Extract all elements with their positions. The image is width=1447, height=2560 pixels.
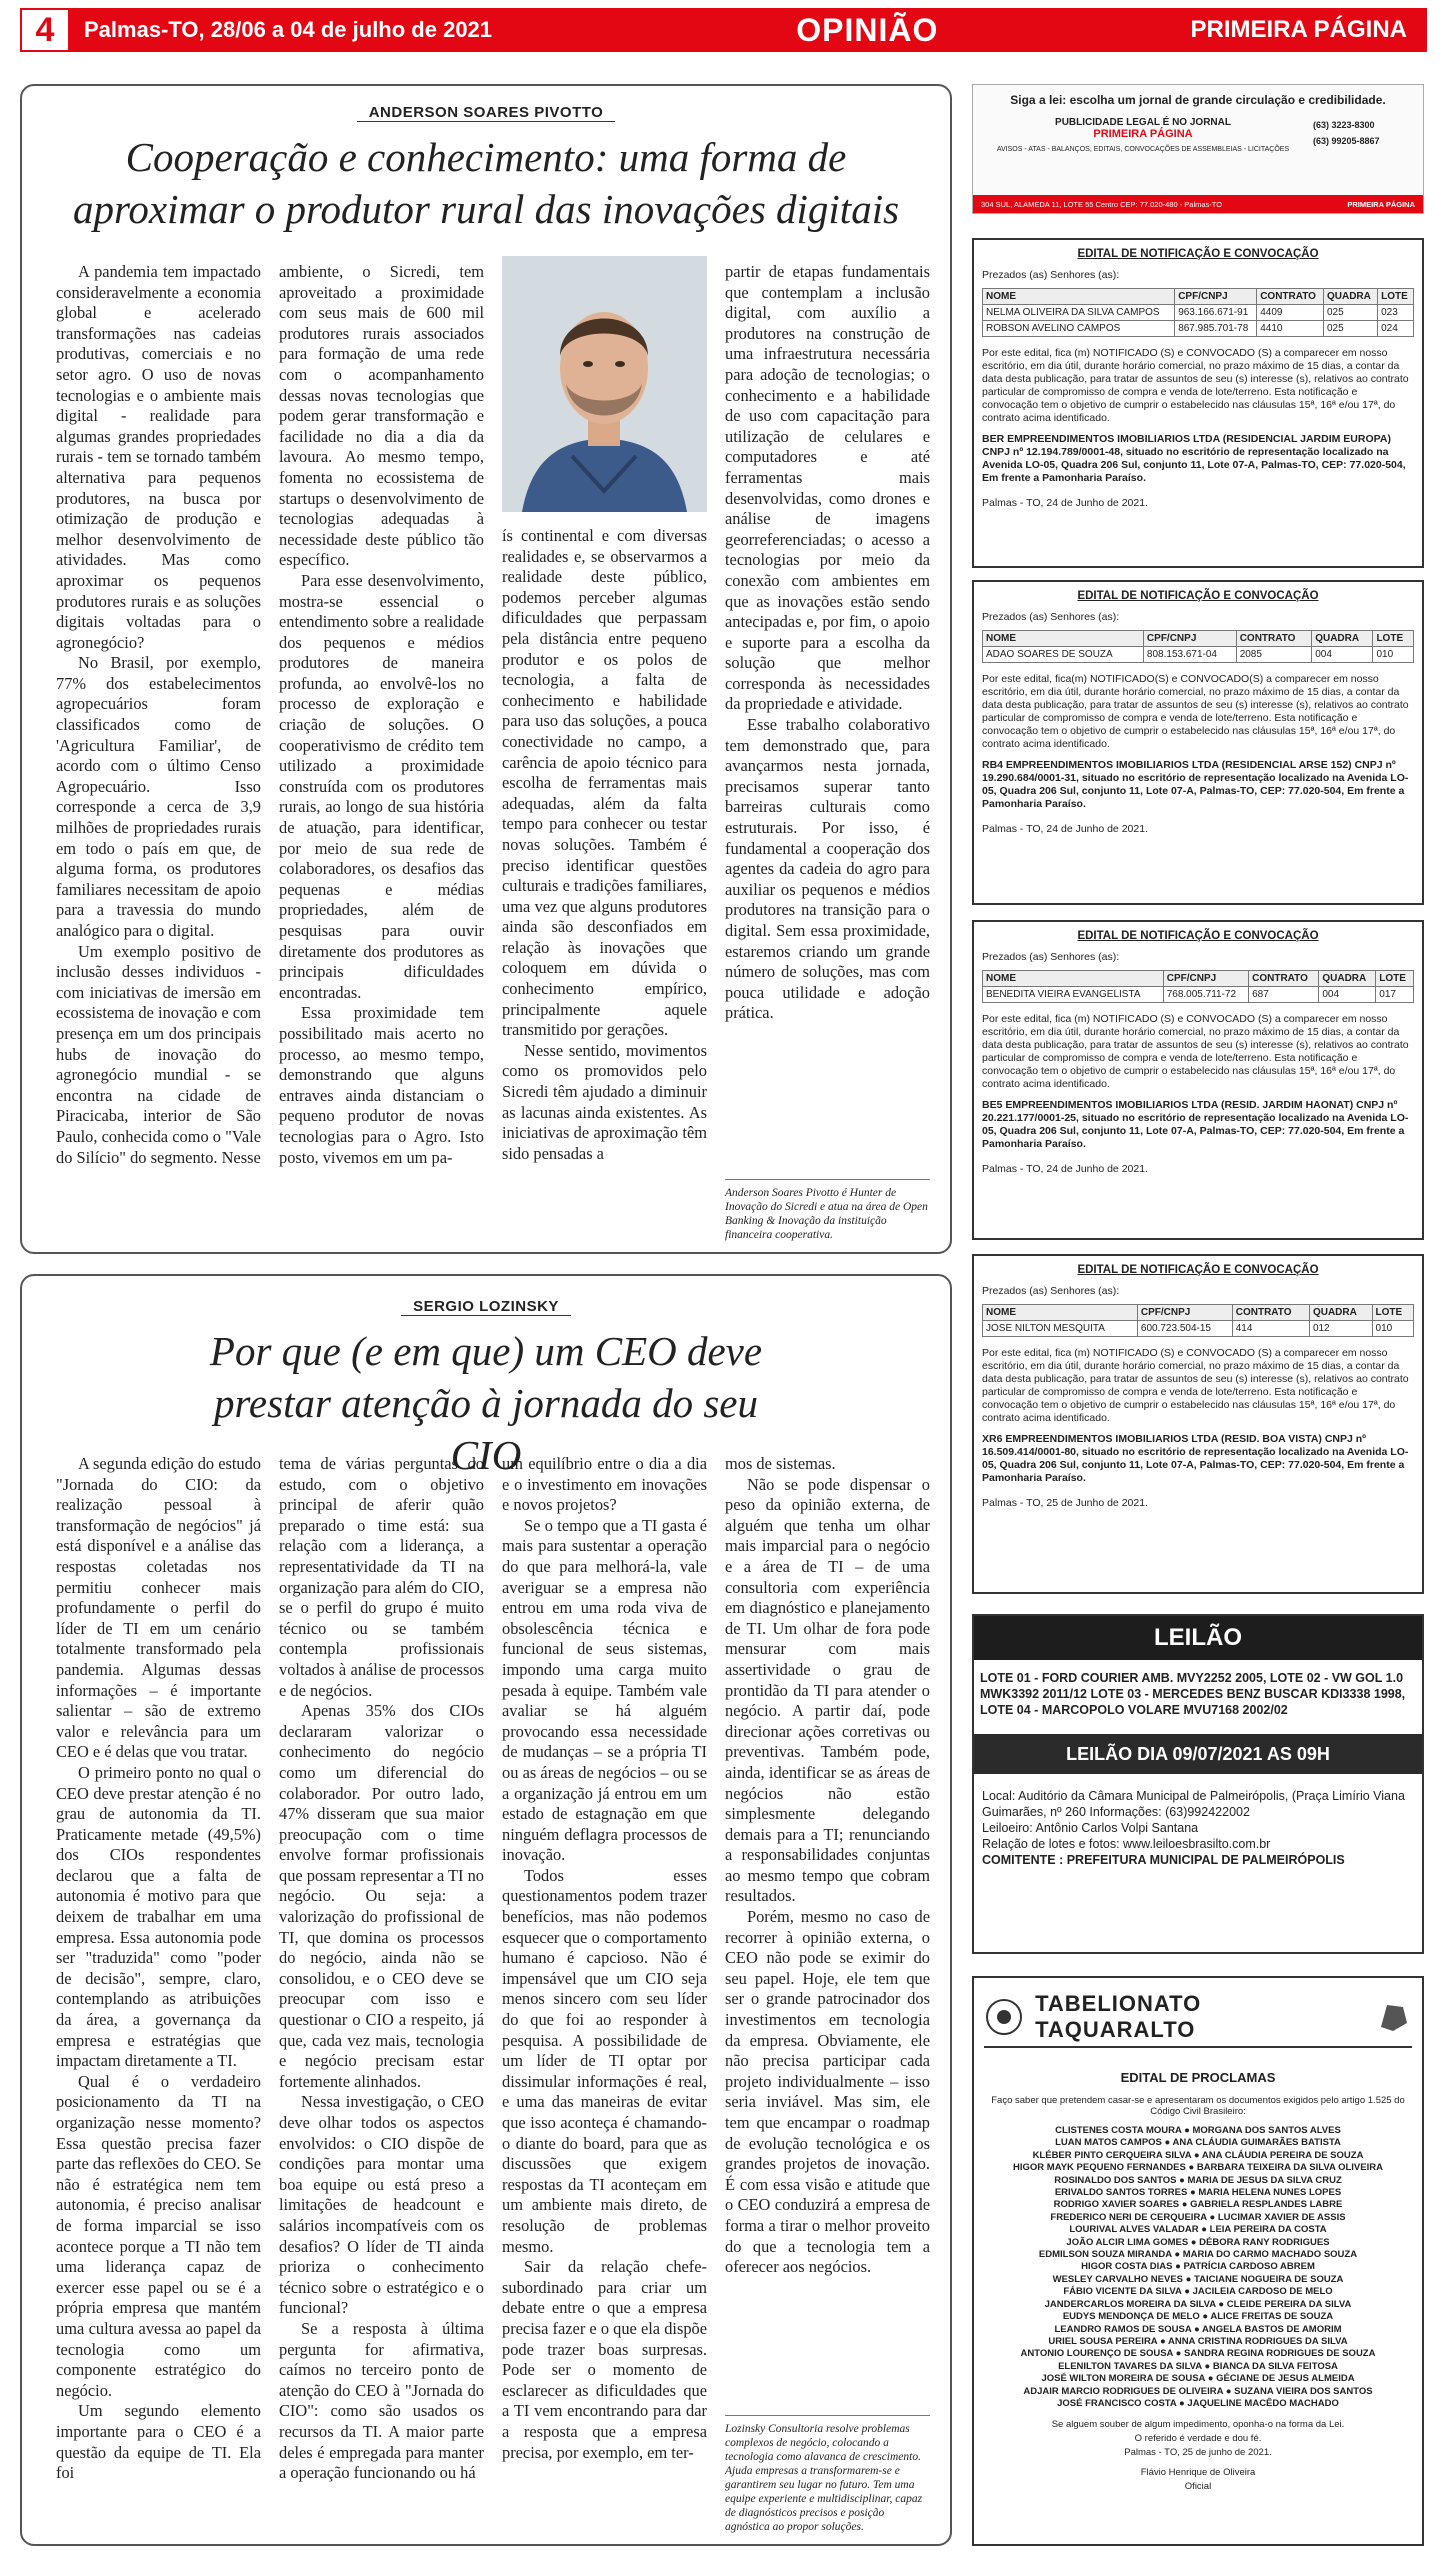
couples-list [984,2125,1412,2410]
table-cell: 024 [1378,321,1414,337]
notice-body: Por este edital, fica (m) NOTIFICADO (S) e CONVOCADO (S) a comparecer em nosso escritório, em dia útil, durante horário comercial, no prazo máximo de 15 dias, a contar da data desta publicação, para tratar de assuntos de seu (s) interesse (s), relativos ao contrato particular de compromisso de compra e venda de lote/terreno. Esta notificação e convocação tem o objetivo de cumprir o estabelecido nas cláusulas 15ª, 16ª e/ou 17ª, do contrato acima identificado. [982,347,1409,424]
paragraph: No Brasil, por exemplo, 77% dos estabelecimentos agropecuários foram classificados como de 'Agricultura Familiar', de acordo com o último Censo Agropecuário. Isso corresponde a cerca de 3,9 milhões de propriedades rurais em todo o país em que, de alguma forma, os produtores familiares necessitam de apoio para a travessia do mundo analógico para o digital. [56,653,261,940]
couple-entry: WESLEY CARVALHO NEVES ● TAICIANE NOGUEIRA DE SOUZA [1052,2273,1344,2285]
notice-table [982,970,1414,1003]
auction-lots: LOTE 01 - FORD COURIER AMB. MVY2252 2005, LOTE 02 - VW GOL 1.0 MWK3392 2011/12 LOTE 03 - MERCEDES BENZ BUSCAR KDI3338 1998, LOTE 04 - MARCOPOLO VOLARE MVU7168 2002/02 [980,1671,1406,1717]
proclamas-notice [972,1976,1424,2546]
auction-website: Relação de lotes e fotos: www.leiloesbrasilto.com.br [982,1837,1271,1851]
table-header: QUADRA [1323,289,1377,305]
table-header: CPF/CNPJ [1143,631,1236,647]
notice-title: EDITAL DE NOTIFICAÇÃO E CONVOCAÇÃO [1077,930,1319,942]
table-header: CONTRATO [1257,289,1324,305]
table-header: CONTRATO [1232,1305,1309,1321]
ad-line: PUBLICIDADE LEGAL É NO JORNAL [1055,117,1231,128]
table-cell: ROBSON AVELINO CAMPOS [983,321,1175,337]
couple-entry: ELENILTON TAVARES DA SILVA ● BIANCA DA SILVA FEITOSA [1058,2360,1338,2372]
table-cell: 4410 [1257,321,1324,337]
article-title: Por que (e em que) um CEO deve prestar atenção à jornada do seu CIO [209,1328,763,1478]
auction-title: LEILÃO [974,1616,1422,1660]
table-cell: NELMA OLIVEIRA DA SILVA CAMPOS [983,305,1175,321]
couple-entry: LOURIVAL ALVES VALADAR ● LEIA PEREIRA DA COSTA [1069,2224,1327,2236]
paragraph: Essa proximidade tem possibilitado mais acerto no processo, ao mesmo tempo, demonstrando que alguns entraves ainda distanciam o pequeno produtor de novas tecnologias para o Agro. Isto posto, vivemos em um pa- [279,1003,484,1167]
phone-number: (63) 3223-8300 [1313,120,1375,130]
table-header: LOTE [1373,631,1414,647]
table-header: QUADRA [1312,631,1373,647]
table-cell: 808.153.671-04 [1143,647,1236,663]
notice-title: EDITAL DE NOTIFICAÇÃO E CONVOCAÇÃO [1077,248,1319,260]
notice-company: BE5 EMPREENDIMENTOS IMOBILIARIOS LTDA (RESID. JARDIM HAONAT) CNPJ nº 20.221.177/0001-25, situado no escritório de representação localizado na Avenida LO-05, Quadra 206 Sul, conjunto 11, Lote 07-A, Palmas-TO, CEP: 77.020-504, Em frente a Pamonharia Paraíso. [982,1099,1409,1150]
notice-table [982,1304,1414,1337]
notice-date: Palmas - TO, 24 de Junho de 2021. [982,823,1148,835]
table-cell: 023 [1378,305,1414,321]
article-column [725,1454,930,2278]
table-cell: 017 [1376,987,1414,1003]
notary-banner [984,1988,1412,2048]
couple-entry: ADJAIR MARCIO RODRIGUES DE OLIVEIRA ● SUZANA VIEIRA DOS SANTOS [1023,2385,1373,2397]
couple-entry: ROSINALDO DOS SANTOS ● MARIA DE JESUS DA SILVA CRUZ [1054,2174,1342,2186]
article-column [56,262,261,1242]
paragraph: Porém, mesmo no caso de recorrer à opinião externa, o CEO não pode se eximir do seu papel. Hoje, ele tem que ser o grande patrocinador dos investimentos em tecnologia da empresa. Obviamente, ele não precisa participar cada projeto individualmente – isso seria inviável. Mas sim, ele tem que encampar o roadmap de evolução tecnológica e os grandes projetos de inovação. É com essa visão e atitude que o CEO conduzirá a empresa de forma a tirar o melhor proveito do que a tecnologia tem a oferecer aos negócios. [725,1907,930,2277]
paragraph: Todos esses questionamentos podem trazer benefícios, mas não podemos esquecer que o comportamento humano é capcioso. Não é impensável que um CIO seja menos sincero com seu líder do que foi ao responder à pesquisa. A possibilidade de um líder de TI optar por dissimular informações é real, e uma das maneiras de evitar que isso aconteça é chamando-o diante do board, para que as discussões que exigem respostas da TI aconteçam em um ambiente mais direto, de resolução de problemas mesmo. [502,1865,707,2256]
notice-greeting: Prezados (as) Senhores (as): [982,951,1120,963]
notice-greeting: Prezados (as) Senhores (as): [982,1285,1120,1297]
couple-entry: RODRIGO XAVIER SOARES ● GABRIELA RESPLANDES LABRE [1053,2199,1343,2211]
table-cell: 025 [1323,305,1377,321]
table-cell: 963.166.671-91 [1175,305,1257,321]
paragraph: tema de várias perguntas do estudo, com o objetivo principal de aferir quão preparado o time está: sua relação com a liderança, a representatividade da TI na organização para além do CIO, se o perfil do grupo é muito técnico ou se também contempla profissionais voltados à análise de processos e de negócios. [279,1454,484,1700]
couple-entry: ERIVALDO SANTOS TORRES ● MARIA HELENA NUNES LOPES [1054,2187,1342,2199]
table-header: LOTE [1378,289,1414,305]
paragraph: Não se pode dispensar o peso da opinião externa, de alguém que tenha um olhar mais imparcial para o negócio e a área de TI – de uma consultoria com experiência em diagnóstico e planejamento de TI. Um olhar de fora pode mensurar com mais assertividade o grau de prontidão da TI para atender o negócio. A partir daí, pode direcionar ações corretivas ou preventivas. Também pode, ainda, identificar se as áreas de negócios não estão simplesmente delegando demais para a TI; renunciando a responsabilidades conjuntas ao mesmo tempo que cobram resultados. [725,1474,930,1906]
paragraph: ís continental e com diversas realidades e, se observarmos a realidade deste público, podemos perceber algumas dificuldades que perpassam pela distância entre pequeno produtor e os polos de tecnologia, a falta de conhecimento e habilidade para uso das soluções, a pouca conectividade no campo, a carência de apoio técnico para escolha de ferramentas mais adequadas, além da falta tempo para conhecer ou testar novas soluções. Também é preciso identificar questões culturais e tradições familiares, uma vez que alguns produtores ainda são desconfiados em relação às inovações que coloquem em dúvida o conhecimento empírico, principalmente aquele transmitido por gerações. [502,526,707,1040]
paragraph: Nesse sentido, movimentos como os promovidos pelo Sicredi têm ajudado a diminuir as lacunas ainda existentes. As iniciativas de aproximação têm sido pensadas a [502,1040,707,1163]
table-header: CONTRATO [1236,631,1312,647]
table-row [983,305,1414,321]
notice-table [982,630,1414,663]
couple-entry: JOSÉ FRANCISCO COSTA ● JAQUELINE MACÊDO MACHADO [1057,2397,1339,2409]
paragraph: ambiente, o Sicredi, tem aproveitado a proximidade com seus mais de 600 mil produtores rurais associados para formação de uma rede com o acompanhamento dessas novas tecnologias que podem gerar transformação e facilidade no dia a dia da lavoura. Ao mesmo tempo, fomenta no ecossistema de startups o desenvolvimento de tecnologias adequadas à necessidade deste público tão específico. [279,262,484,570]
article-column [279,1454,484,2534]
couple-entry: URIEL SOUSA PEREIRA ● ANNA CRISTINA RODRIGUES DA SILVA [1048,2335,1348,2347]
table-cell: 010 [1373,647,1414,663]
notice-company: RB4 EMPREENDIMENTOS IMOBILIARIOS LTDA (RESIDENCIAL ARSE 152) CNPJ nº 19.290.684/0001-31, situado no escritório de representação localizado na Avenida LO-05, Quadra 206 Sul, conjunto 11, Lote 07-A, Palmas-TO, CEP: 77.020-504, Em frente a Pamonharia Paraíso. [982,759,1409,810]
auctioneer: Leiloeiro: Antônio Carlos Volpi Santana [982,1821,1199,1835]
author-photo [502,256,707,512]
couple-entry: EDMILSON SOUZA MIRANDA ● MARIA DO CARMO MACHADO SOUZA [1038,2249,1358,2261]
paragraph: A pandemia tem impactado consideravelmente a economia global e acelerado transformações nas cadeias produtivas, comerciais e no setor agro. O uso de novas tecnologias e o ambiente mais digital - realidade para algumas grandes propriedades rurais - tem se tornado também alternativa para pequenos produtores, na busca por otimização de produção e melhor desenvolvimento de atividades. Mas como aproximar os pequenos produtores rurais e as soluções digitais voltadas para o agronegócio? [56,262,261,652]
article-column [502,526,707,1242]
table-row [983,321,1414,337]
paragraph: partir de etapas fundamentais que contemplam a inclusão digital, com auxílio a produtores na construção de uma infraestrutura necessária para adoção de tecnologias; o conhecimento e a habilidade de uso com capacitação para utilização de celulares e computadores e até ferramentas mais desenvolvidas, como drones e análise de imagens georreferenciadas; o acesso a tecnologias por meio da conexão com ambientes em que as inovações estão sendo antecipadas e, por fim, o apoio e suporte para a escolha da solução que melhor corresponda às necessidades da propriedade e atividade. [725,262,930,714]
proclamas-afirmation: O referido é verdade e dou fé. [1134,2433,1262,2445]
table-cell: 025 [1323,321,1377,337]
article-column [279,262,484,1242]
publication-date: Palmas-TO, 28/06 a 04 de julho de 2021 [84,17,493,42]
table-row [983,647,1414,663]
signer-role: Oficial [1184,2481,1212,2493]
notary-name: TABELIONATO TAQUARALTO [1035,1991,1202,2042]
notification-notice [972,580,1424,905]
notice-title: EDITAL DE NOTIFICAÇÃO E CONVOCAÇÃO [1077,1264,1319,1276]
table-header: CPF/CNPJ [1175,289,1257,305]
couple-entry: EUDYS MENDONÇA DE MELO ● ALICE FREITAS DE SOUZA [1062,2311,1334,2323]
table-header: CPF/CNPJ [1137,1305,1232,1321]
couple-entry: KLÉBER PINTO CERQUEIRA SILVA ● ANA CLÁUDIA PEREIRA DE SOUZA [1032,2149,1364,2161]
table-cell: 012 [1309,1321,1372,1337]
notice-date: Palmas - TO, 24 de Junho de 2021. [982,1163,1148,1175]
paragraph: mos de sistemas. [725,1454,836,1473]
paragraph: Um exemplo positivo de inclusão desses individuos - com iniciativas de imersão em ecossistema de inovação e com presença em um dos principais hubs de inovação do agronegócio mundial - se encontra na cidade de Piracicaba, interior de São Paulo, conhecida como o "Vale do Silício" do segmento. Nesse [56,941,261,1167]
article-cooperacao [20,84,952,1254]
paragraph: O primeiro ponto no qual o CEO deve prestar atenção é no grau de autonomia da TI. Praticamente metade (49,5%) dos CIOs respondentes declarou que a falta de autonomia é motivo para que deixem de trabalhar em uma empresa. Essa autonomia pode ser "traduzida" como "poder de decisão", sempre, claro, contemplando as atribuições da área, a governança da empresa e estratégias que impactam diretamente a TI. [56,1762,261,2071]
author-note: Lozinsky Consultoria resolve problemas complexos de negócio, colocando a tecnologia como alavanca de crescimento. Ajuda empresas a transformarem-se e garantirem seu lugar no futuro. Tem uma equipe experiente e multidisciplinar, capaz de diagnósticos precisos e posição agnóstica ao propor soluções. [725,2415,930,2534]
couple-entry: HIGOR MAYK PEQUENO FERNANDES ● BARBARA TEIXEIRA DA SILVA OLIVEIRA [1013,2162,1383,2174]
paragraph: Nessa investigação, o CEO deve olhar todos os aspectos envolvidos: o CIO dispõe de condições para montar uma boa equipe ou está preso a limitações de headcount e salários incompatíveis com os desafios? O líder de TI ainda prioriza o conhecimento técnico sobre o estratégico e o funcional? [279,2092,484,2318]
notary-seal-icon [984,1997,1023,2037]
auction-comitente: COMITENTE : PREFEITURA MUNICIPAL DE PALMEIRÓPOLIS [982,1853,1345,1867]
couple-entry: LEANDRO RAMOS DE SOUSA ● ANGELA BASTOS DE AMORIM [1054,2323,1342,2335]
notice-company: BER EMPREENDIMENTOS IMOBILIARIOS LTDA (RESIDENCIAL JARDIM EUROPA) CNPJ nº 12.194.789/0001-48, situado no escritório de representação localizado na Avenida LO-05, Quadra 206 Sul, conjunto 11, Lote 07-A, Palmas-TO, CEP: 77.020-504, Em frente a Pamonharia Paraíso. [982,433,1406,484]
page-header [20,8,1427,52]
couple-entry: FREDERICO NERI DE CERQUEIRA ● LUCIMAR XAVIER DE ASSIS [1050,2211,1346,2223]
couple-entry: ANTONIO LOURENÇO DE SOUSA ● SANDRA REGINA RODRIGUES DE SOUZA [1020,2348,1376,2360]
couple-entry: JOÃO ALCIR LIMA GOMES ● DÉBORA RANY RODRIGUES [1066,2236,1330,2248]
proclamas-closing: Se alguem souber de algum impedimento, oponha-o na forma da Lei. [1051,2419,1345,2431]
ad-brand: PRIMEIRA PÁGINA [1093,128,1193,140]
paragraph: Sair da relação chefe-subordinado para criar um debate entre o que a empresa precisa fazer e o que ela dispõe pode trazer boas surpresas. Pode ser o momento de esclarecer as dificuldades que a TI vem encontrando para dar a resposta que a empresa precisa, por exemplo, em ter- [502,2257,707,2462]
notification-notice [972,1254,1424,1594]
table-header: NOME [983,1305,1138,1321]
notice-company: XR6 EMPREENDIMENTOS IMOBILIARIOS LTDA (RESID. BOA VISTA) CNPJ nº 16.509.414/0001-80, situado no escritório de representação localizado na Avenida LO-05, Quadra 206 Sul, conjunto 11, Lote 07-A, Palmas-TO, CEP: 77.020-504, Em frente a Pamonharia Paraíso. [982,1433,1409,1484]
notice-greeting: Prezados (as) Senhores (as): [982,269,1120,281]
notice-date: Palmas - TO, 24 de Junho de 2021. [982,497,1148,509]
article-author: ANDERSON SOARES PIVOTTO [22,104,950,121]
paragraph: Um segundo elemento importante para o CEO é a questão da equipe de TI. Ela foi [56,2401,261,2483]
table-cell: 4409 [1257,305,1324,321]
ad-line: AVISOS - ATAS - BALANÇOS, EDITAIS, CONVOCAÇÕES DE ASSEMBLEIAS - LICITAÇÕES [996,146,1290,153]
couple-entry: FÁBIO VICENTE DA SILVA ● JACILEIA CARDOSO DE MELO [1063,2286,1333,2298]
notification-notice [972,920,1424,1240]
table-cell: 687 [1249,987,1319,1003]
notice-table [982,288,1414,337]
table-header: LOTE [1372,1305,1413,1321]
ad-brand: PRIMEIRA PÁGINA [1347,199,1415,209]
table-header: NOME [983,289,1175,305]
notice-body: Por este edital, fica(m) NOTIFICADO(S) e CONVOCADO(S) a comparecer em nosso escritório, em dia útil, durante horário comercial, no prazo máximo de 15 dias, a contar da data desta publicação, para tratar de assuntos de seu (s) interesse (s), relativos ao contrato particular de compromisso de compra e venda de lote/terreno. Esta notificação e convocação tem o objetivo de cumprir o estabelecido nas cláusulas 15ª, 16ª e/ou 17ª, do contrato acima identificado. [982,673,1409,750]
ad-address: 304 SUL, ALAMEDA 11, LOTE 55 Centro CEP: 77.020-480 - Palmas-TO [981,199,1223,209]
auction-date: LEILÃO DIA 09/07/2021 AS 09H [974,1734,1422,1774]
auction-notice [972,1614,1424,1954]
table-cell: 004 [1312,647,1373,663]
legal-ad-banner [972,84,1424,214]
notice-greeting: Prezados (as) Senhores (as): [982,611,1120,623]
phone-number: (63) 99205-8867 [1313,136,1380,146]
table-header: QUADRA [1309,1305,1372,1321]
paragraph: um equilíbrio entre o dia a dia e o investimento em inovações e novos projetos? [502,1454,707,1515]
table-cell: 2085 [1236,647,1312,663]
proclamas-title: EDITAL DE PROCLAMAS [1120,2070,1276,2085]
table-row [983,1321,1414,1337]
paragraph: Se a resposta à última pergunta for afirmativa, caímos no terceiro ponto de atenção do CEO à "Jornada do CIO": como são usados os recursos da TI. A maior parte deles é empregada para manter a operação funcionando ou há [279,2318,484,2483]
table-cell: JOSE NILTON MESQUITA [983,1321,1138,1337]
paragraph: Esse trabalho colaborativo tem demonstrado que, para avançarmos nesta jornada, precisamos superar tanto barreiras culturais como estruturais. Por isso, é fundamental a cooperação dos agentes da cadeia do agro para auxiliar os pequenos e médios produtores na transição para o digital. Sem essa proximidade, estaremos criando um grande número de soluções, mas com pouca utilidade e adoção prática. [725,715,930,1023]
table-cell: 768.005.711-72 [1163,987,1248,1003]
article-title: Cooperação e conhecimento: uma forma de aproximar o produtor rural das inovações digitais [72,134,900,232]
article-author: SERGIO LOZINSKY [22,1298,950,1315]
table-header: QUADRA [1319,971,1376,987]
brand-name: PRIMEIRA PÁGINA [1190,16,1407,43]
notice-body: Por este edital, fica (m) NOTIFICADO (S) e CONVOCADO (S) a comparecer em nosso escritório, em dia útil, durante horário comercial, no prazo máximo de 15 dias, a contar da data desta publicação, para tratar de assuntos de seu (s) interesse (s), relativos ao contrato particular de compromisso de compra e venda de lote/terreno. Esta notificação e convocação tem o objetivo de cumprir o estabelecido nas cláusulas 15ª, 16ª e/ou 17ª, do contrato acima identificado. [982,1347,1409,1424]
table-header: CPF/CNPJ [1163,971,1248,987]
table-header: CONTRATO [1249,971,1319,987]
notice-title: EDITAL DE NOTIFICAÇÃO E CONVOCAÇÃO [1077,590,1319,602]
table-row [983,987,1414,1003]
table-cell: 004 [1319,987,1376,1003]
couple-entry: CLISTENES COSTA MOURA ● MORGANA DOS SANTOS ALVES [1055,2125,1341,2136]
notification-notice [972,238,1424,568]
proclamas-intro: Faço saber que pretendem casar-se e apresentaram os documentos exigidos pelo artigo 1.525 do Código Civil Brasileiro: [991,2095,1405,2117]
couple-entry: JOSÉ WILTON MOREIRA DE SOUSA ● GÉCIANE DE JESUS ALMEIDA [1041,2373,1355,2385]
auction-location: Local: Auditório da Câmara Municipal de Palmeirópolis, (Praça Limírio Viana Guimarães, nº 260 Informações: (63)992422002 [982,1789,1405,1819]
author-note: Anderson Soares Pivotto é Hunter de Inovação do Sicredi e atua na área de Open Banking & Inovação da instituição financeira cooperativa. [725,1179,930,1242]
table-header: NOME [983,971,1164,987]
couple-entry: HIGOR COSTA DIAS ● PATRÍCIA CARDOSO ABREM [1081,2261,1315,2273]
proclamas-date: Palmas - TO, 25 de junho de 2021. [1124,2447,1272,2459]
paragraph: Qual é o verdadeiro posicionamento da TI na organização nesse momento? Essa questão precisa fazer parte das reflexões do CEO. Se não é estratégica nem tem autonomia, é preciso analisar de forma imparcial se isso acontece porque a TI não tem uma liderança capaz de exercer esse papel ou se é a própria empresa que mantém uma cultura avessa ao papel da tecnologia como um componente estratégico do negócio. [56,2071,261,2400]
table-cell: 010 [1372,1321,1413,1337]
notice-date: Palmas - TO, 25 de Junho de 2021. [982,1497,1148,1509]
article-column [502,1454,707,2534]
notice-body: Por este edital, fica (m) NOTIFICADO (S) e CONVOCADO (S) a comparecer em nosso escritório, em dia útil, durante horário comercial, no prazo máximo de 15 dias, a contar da data desta publicação, para tratar de assuntos de seu (s) interesse (s), relativos ao contrato particular de compromisso de compra e venda de lote/terreno. Esta notificação e convocação tem o objetivo de cumprir o estabelecido nas cláusulas 15ª, 16ª e/ou 17ª, do contrato acima identificado. [982,1013,1409,1090]
table-cell: 600.723.504-15 [1137,1321,1232,1337]
paragraph: Para esse desenvolvimento, mostra-se essencial o entendimento sobre a realidade dos pequenos e médios produtores de maneira profunda, ao envolvê-los no processo de exploração e criação de soluções. O cooperativismo de crédito tem utilizado a proximidade construída com os produtores rurais, ao longo de sua história de atuação, para identificar, por meio de sua rede de colaboradores, os desafios das pequenas e médias propriedades, além de pesquisas para ouvir diretamente dos produtores as principais dificuldades encontradas. [279,570,484,1002]
table-cell: ADAO SOARES DE SOUZA [983,647,1144,663]
page-number: 4 [20,8,70,52]
map-icon [1373,1997,1412,2037]
table-cell: 867.985.701-78 [1175,321,1257,337]
section-title: OPINIÃO [796,11,939,48]
table-header: LOTE [1376,971,1414,987]
article-column [56,1454,261,2534]
paragraph: Apenas 35% dos CIOs declararam valorizar o conhecimento do negócio como um diferencial do colaborador. Por outro lado, 47% disseram que sua maior preocupação com o time envolve formar profissionais que possam representar a TI no negócio. Ou seja: a valorização do profissional de TI, que domina os processos do negócio, ainda não se consolidou, e o CEO deve se preocupar com isso e questionar o CIO a respeito, já que, cada vez mais, tecnologia e negócio precisam estar fortemente alinhados. [279,1701,484,2091]
table-cell: 414 [1232,1321,1309,1337]
couple-entry: LUAN MATOS CAMPOS ● ANA CLÁUDIA GUIMARÃES BATISTA [1055,2137,1341,2149]
table-cell: BENEDITA VIEIRA EVANGELISTA [983,987,1164,1003]
paragraph: A segunda edição do estudo "Jornada do CIO: da realização pessoal à transformação de negócios" já está disponível e a análise das respostas coletadas nos permitiu conhecer mais profundamente o perfil do líder de TI em um cenário totalmente transformado pela pandemia. Algumas dessas informações – é importante salientar – são de extremo valor e relevância para um CEO e é delas que vou tratar. [56,1454,261,1762]
couple-entry: JANDERCARLOS MOREIRA DA SILVA ● CLEIDE PEREIRA DA SILVA [1044,2298,1352,2310]
ad-headline: Siga a lei: escolha um jornal de grande circulação e credibilidade. [1010,93,1386,107]
signer-name: Flávio Henrique de Oliveira [1140,2467,1256,2479]
article-ceo-cio [20,1274,952,2546]
table-header: NOME [983,631,1144,647]
paragraph: Se o tempo que a TI gasta é mais para sustentar a operação do que para melhorá-la, vale averiguar se a empresa não entrou em uma roda viva de obsolescência técnica e funcional de seus sistemas, impondo uma carga muito pesada à equipe. Também vale avaliar se há alguém provocando essa necessidade de mudanças – se a própria TI ou as áreas de negócios – ou se a organização já entrou em um estado de estagnação em que ninguém deflagra processos de inovação. [502,1515,707,1865]
article-column [725,262,930,1024]
